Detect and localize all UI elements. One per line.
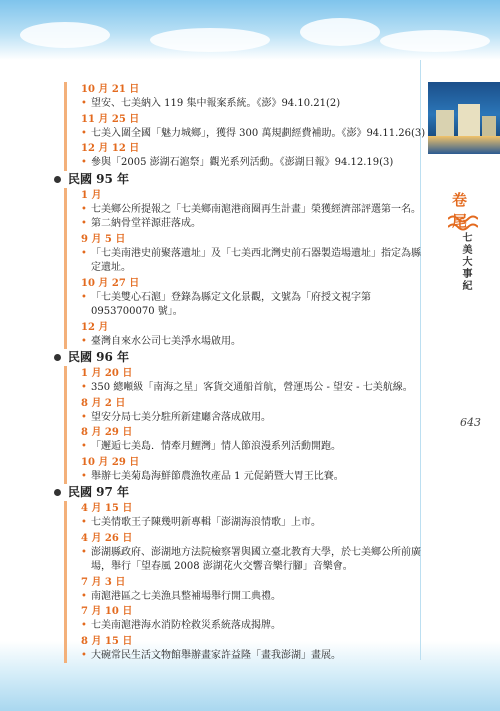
event-item: • 350 總噸級「南海之星」客貨交通船首航，營運馬公 - 望安 - 七美航線。 — [81, 381, 428, 396]
year-heading: 民國 96 年 — [56, 349, 428, 366]
event-item: • 參與「2005 澎湖石滬祭」觀光系列活動。《澎湖日報》94.12.19(3) — [81, 156, 428, 171]
event-item: • 臺灣自來水公司七美淨水場啟用。 — [81, 335, 428, 350]
event-date: 7 月 3 日 — [81, 576, 126, 588]
bullet-icon: • — [81, 247, 87, 259]
event-date: 10 月 21 日 — [81, 84, 140, 95]
event-date: 10 月 27 日 — [81, 277, 140, 289]
year-heading: 民國 95 年 — [56, 171, 428, 188]
bullet-icon: • — [81, 546, 87, 558]
event-date: 1 月 20 日 — [81, 368, 133, 379]
bullet-icon: • — [81, 218, 87, 229]
bullet-icon: • — [81, 470, 87, 482]
bullet-icon: • — [81, 411, 87, 423]
timeline-dot-icon — [54, 176, 61, 183]
event-item: • 舉辦七美菊島海鮮節農漁牧產品 1 元促銷暨大胃王比賽。 — [81, 470, 428, 485]
event-date: 9 月 5 日 — [81, 233, 126, 245]
event-item: • 南滬港區之七美漁具整補場舉行開工典禮。 — [81, 590, 428, 605]
bullet-icon: • — [81, 291, 87, 303]
bullet-icon: • — [81, 441, 87, 452]
event-item: • 七美南滬港海水消防栓救災系統落成揭牌。 — [81, 619, 428, 634]
bullet-icon: • — [81, 203, 87, 215]
timeline-block — [64, 82, 428, 171]
event-date: 12 月 12 日 — [81, 143, 140, 154]
bullet-icon: • — [81, 98, 87, 109]
event-item: • 望安、七美納入 119 集中報案系統。《澎》94.10.21(2) — [81, 97, 428, 112]
event-date: 8 月 15 日 — [81, 635, 133, 647]
bullet-icon: • — [81, 590, 87, 602]
event-item: • 「七美南港史前聚落遺址」及「七美西北灣史前石器製造場遺址」指定為縣定遺址。 — [81, 247, 421, 273]
event-date: 7 月 10 日 — [81, 606, 133, 617]
bullet-icon: • — [81, 335, 87, 347]
event-item: • 第二納骨堂祥源莊落成。 — [81, 217, 428, 232]
timeline-dot-icon — [54, 354, 61, 361]
timeline-block — [64, 501, 428, 663]
year-heading: 民國 97 年 — [56, 484, 428, 501]
timeline-dot-icon — [54, 489, 61, 496]
bullet-icon: • — [81, 649, 87, 661]
event-date: 4 月 26 日 — [81, 532, 133, 544]
event-item: • 望安分局七美分駐所新建廳舍落成啟用。 — [81, 411, 428, 426]
sky-header — [0, 0, 500, 60]
timeline-block — [64, 366, 428, 484]
event-item: • 七美鄉公所提報之「七美鄉南滬港商圈再生計畫」榮獲經濟部評選第一名。 — [81, 203, 428, 218]
event-date: 12 月 — [81, 321, 109, 333]
bullet-icon: • — [81, 620, 87, 631]
event-item: • 「七美雙心石滬」登錄為縣定文化景觀，文號為「府授文視字第 0953700070 號」。 — [81, 291, 371, 317]
chapter-subtitle: 七美大事紀 — [460, 232, 471, 292]
event-date: 8 月 2 日 — [81, 397, 126, 409]
event-item: • 七美入圍全國「魅力城鄉」，獲得 300 萬規劃經費補助。《澎》94.11.26(3) — [81, 127, 428, 142]
event-date: 1 月 — [81, 189, 102, 201]
event-date: 4 月 15 日 — [81, 503, 133, 514]
timeline-block — [64, 188, 428, 350]
harbor-photo — [428, 82, 500, 154]
chronology-list — [58, 82, 428, 663]
event-date: 8 月 29 日 — [81, 427, 133, 438]
event-date: 10 月 29 日 — [81, 456, 140, 468]
event-date: 11 月 25 日 — [81, 113, 140, 125]
event-item: • 「邂逅七美島．情牽月鯉灣」情人節浪漫系列活動開跑。 — [81, 440, 428, 455]
chapter-title: 卷尾 — [450, 192, 468, 234]
bullet-icon: • — [81, 517, 87, 528]
wave-icon — [448, 222, 478, 232]
bullet-icon: • — [81, 127, 87, 139]
bullet-icon: • — [81, 157, 87, 168]
event-item: • 七美情歌王子陳幾明新專輯「澎湖海浪情歌」上市。 — [81, 516, 428, 531]
event-item: • 大碗常民生活文物館舉辦畫家許益隆「畫我澎湖」畫展。 — [81, 649, 428, 664]
event-item: • 澎湖縣政府、澎湖地方法院檢察署與國立臺北教育大學，於七美鄉公所前廣場，舉行「望春風 2008 澎湖花火交響音樂行腳」音樂會。 — [81, 546, 421, 572]
page-number: 643 — [460, 416, 481, 429]
bullet-icon: • — [81, 382, 87, 393]
